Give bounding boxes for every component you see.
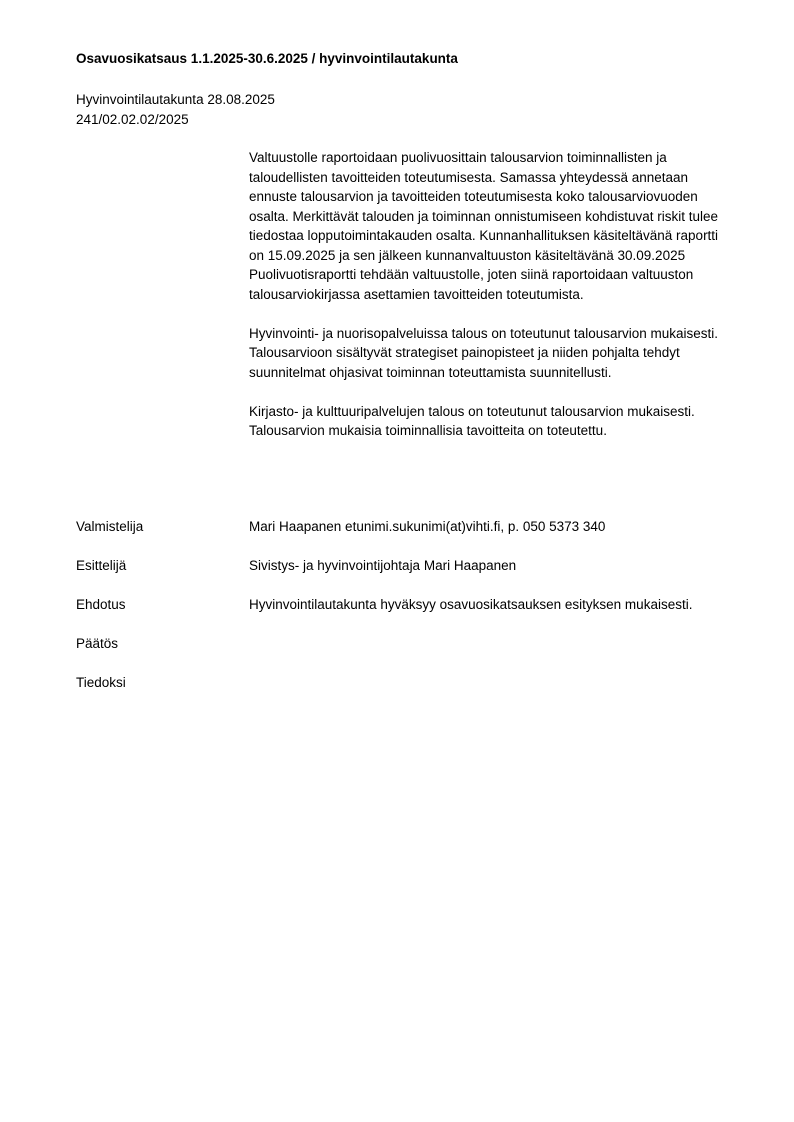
field-valmistelija (76, 519, 756, 558)
field-label: Päätös (76, 636, 119, 651)
document-meta (76, 90, 275, 129)
field-value: Hyvinvointilautakunta hyväksyy osavuosikatsauksen esityksen mukaisesti. (249, 597, 693, 612)
field-value: Sivistys- ja hyvinvointijohtaja Mari Haapanen (249, 558, 517, 573)
reference-number: 241/02.02.02/2025 (76, 111, 189, 127)
body-paragraph: Valtuustolle raportoidaan puolivuosittain talousarvion toiminnallisten ja taloudellisten tavoitteiden toteutumisesta. Samassa yhteydessä annetaan ennuste talousarvion ja tavoitteiden toteutumisesta koko talousarviovuoden osalta. Merkittävät talouden ja toiminnan onnistumiseen kohdistuvat riskit tulee tiedostaa lopputoimintakauden osalta. Kunnanhallituksen käsiteltävänä raportti on 15.09.2025 ja sen jälkeen kunnanvaltuuston käsiteltävänä 30.09.2025 Puolivuotisraportti tehdään valtuustolle, joten siinä raportoidaan valtuuston talousarviokirjassa asettamien tavoitteiden toteutumista. (249, 150, 719, 302)
field-esittelija (76, 558, 756, 597)
field-tiedoksi (76, 675, 756, 714)
document-title: Osavuosikatsaus 1.1.2025-30.6.2025 / hyvinvointilautakunta (76, 51, 458, 66)
field-label: Ehdotus (76, 597, 126, 612)
field-paatos (76, 636, 756, 675)
body-paragraph: Hyvinvointi- ja nuorisopalveluissa talous on toteutunut talousarvion mukaisesti. Talousarvioon sisältyvät strategiset painopisteet ja niiden pohjalta tehdyt suunnitelmat ohjasivat toiminnan toteuttamista suunnitellusti. (249, 325, 718, 380)
field-label: Esittelijä (76, 558, 127, 573)
body-paragraph: Kirjasto- ja kulttuuripalvelujen talous on toteutunut talousarvion mukaisesti. Talousarvion mukaisia toiminnallisia tavoitteita on toteutettu. (249, 403, 695, 438)
field-ehdotus (76, 597, 756, 636)
meeting-line: Hyvinvointilautakunta 28.08.2025 (76, 92, 275, 107)
document-body (249, 148, 733, 460)
decision-fields (76, 519, 756, 714)
field-value: Mari Haapanen etunimi.sukunimi(at)vihti.fi, p. 050 5373 340 (249, 519, 606, 534)
field-label: Tiedoksi (76, 675, 126, 690)
field-label: Valmistelija (76, 519, 144, 534)
